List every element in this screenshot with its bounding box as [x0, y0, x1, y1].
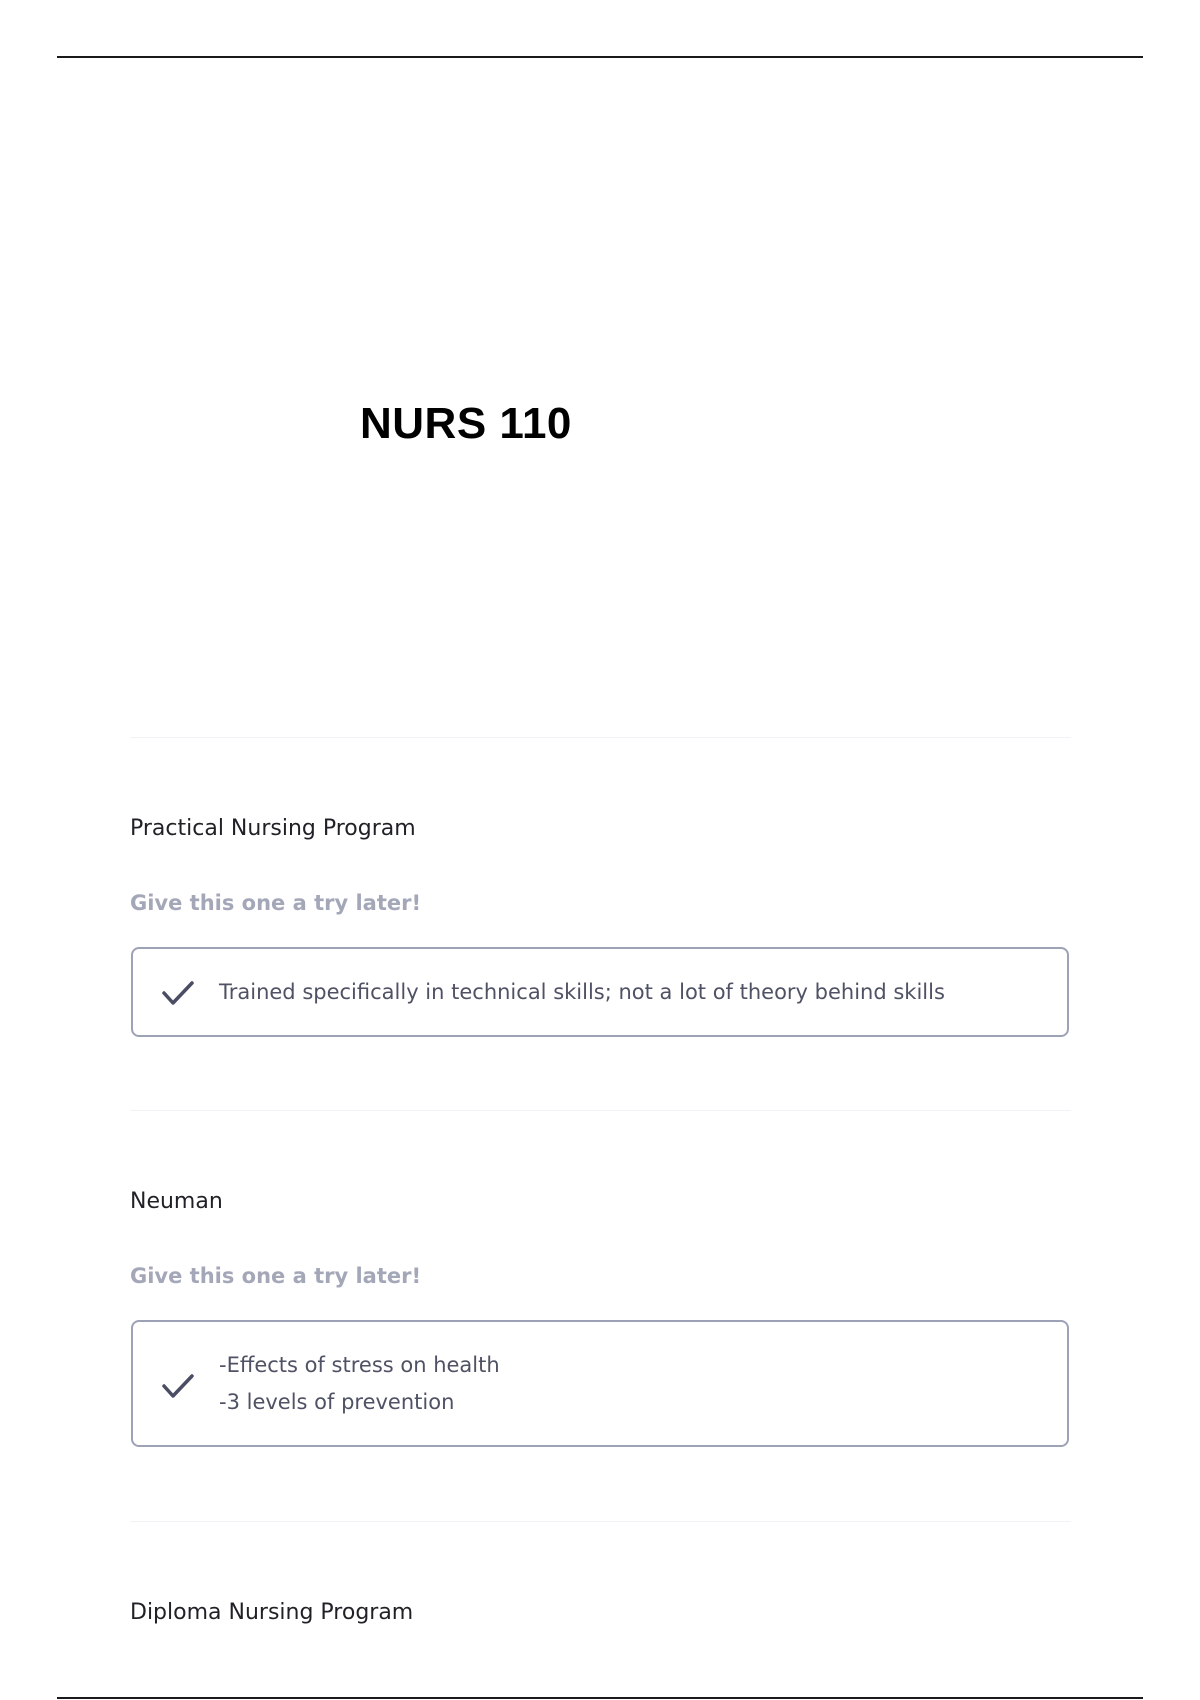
answer-line: -3 levels of prevention [219, 1389, 455, 1414]
page-top-rule [57, 56, 1143, 58]
document-title: NURS 110 [360, 399, 572, 448]
check-icon [161, 1372, 195, 1400]
answer-text [219, 974, 945, 1011]
try-later-hint[interactable]: Give this one a try later! [130, 891, 422, 915]
answer-box[interactable] [131, 947, 1069, 1037]
page-bottom-rule [57, 1697, 1143, 1699]
check-icon [161, 979, 195, 1007]
card-divider [130, 1110, 1071, 1111]
answer-line: Trained specifically in technical skills; not a lot of theory behind skills [219, 979, 945, 1004]
card-divider [130, 1521, 1071, 1522]
card-term: Diploma Nursing Program [130, 1600, 414, 1625]
card-divider [130, 737, 1071, 738]
try-later-hint[interactable]: Give this one a try later! [130, 1264, 422, 1288]
answer-line: -Effects of stress on health [219, 1352, 500, 1377]
answer-box[interactable] [131, 1320, 1069, 1447]
card-term: Practical Nursing Program [130, 816, 416, 841]
card-term: Neuman [130, 1189, 223, 1214]
answer-text [219, 1347, 500, 1421]
